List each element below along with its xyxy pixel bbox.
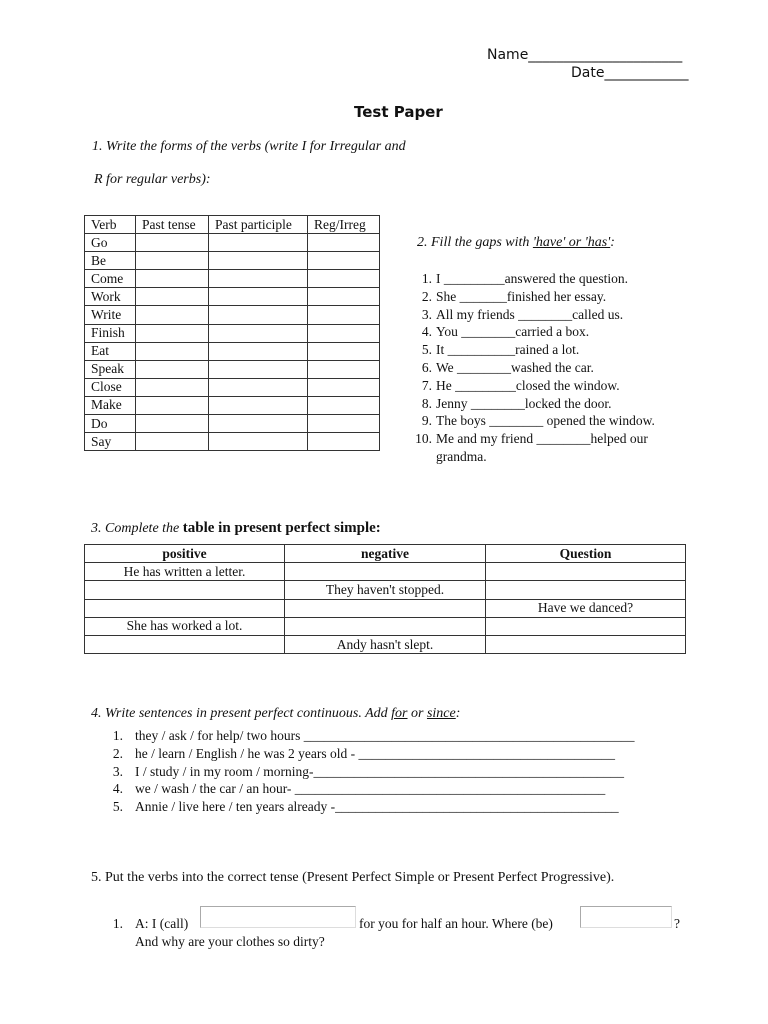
- item-number: 9.: [421, 413, 432, 429]
- pp-answer-cell[interactable]: [285, 563, 486, 581]
- item-text: He _________closed the window.: [436, 377, 620, 393]
- list-item: [410, 377, 710, 395]
- list-item: [410, 306, 710, 324]
- item-number: 4.: [112, 781, 123, 797]
- answer-cell[interactable]: [308, 270, 380, 288]
- table-row: [85, 306, 380, 324]
- answer-cell[interactable]: [136, 342, 209, 360]
- section4-instruction: [91, 706, 460, 722]
- list-item: [410, 359, 710, 377]
- item-number: 7.: [421, 377, 432, 393]
- answer-cell[interactable]: [136, 378, 209, 396]
- list-item-continuation: [410, 448, 710, 466]
- item-text-part-a: A: I (call): [135, 916, 189, 931]
- answer-cell[interactable]: [209, 252, 308, 270]
- item-number: 3.: [112, 763, 123, 779]
- table-row: [85, 288, 380, 306]
- answer-cell[interactable]: [136, 270, 209, 288]
- section2-instruction-prefix: 2. Fill the gaps with: [417, 235, 533, 250]
- answer-cell[interactable]: [136, 433, 209, 451]
- answer-cell[interactable]: [209, 415, 308, 433]
- answer-input-be[interactable]: [580, 906, 672, 928]
- list-item: [410, 430, 710, 448]
- item-text: they / ask / for help/ two hours _________________________________________________: [135, 728, 635, 743]
- item-number: 8.: [421, 395, 432, 411]
- verb-cell: Write: [85, 306, 136, 324]
- pp-table-header: negative: [285, 545, 486, 563]
- answer-cell[interactable]: [136, 360, 209, 378]
- section1-instruction-line1: 1. Write the forms of the verbs (write I for Irregular and: [92, 139, 406, 154]
- verb-cell: Speak: [85, 360, 136, 378]
- answer-cell[interactable]: [136, 396, 209, 414]
- item-number: 10.: [415, 431, 432, 447]
- pp-table-header: positive: [85, 545, 285, 563]
- pp-table-header-row: [85, 545, 686, 563]
- item-text: grandma.: [436, 448, 487, 464]
- verb-cell: Make: [85, 396, 136, 414]
- item-text: Me and my friend ________helped our: [436, 431, 648, 447]
- answer-cell[interactable]: [308, 433, 380, 451]
- item-number: 1.: [112, 916, 123, 931]
- answer-cell[interactable]: [209, 396, 308, 414]
- table-row: [85, 270, 380, 288]
- table-row: [85, 563, 686, 581]
- section4-instruction-prefix: 4. Write sentences in present perfect continuous. Add: [91, 706, 392, 721]
- answer-cell[interactable]: [209, 342, 308, 360]
- item-number: 5.: [112, 799, 123, 815]
- section3-instruction: [91, 520, 381, 537]
- answer-cell[interactable]: [136, 234, 209, 252]
- pp-answer-cell[interactable]: [285, 617, 486, 635]
- item-text: You ________carried a box.: [436, 324, 590, 340]
- pp-cell: He has written a letter.: [85, 563, 285, 581]
- pp-answer-cell[interactable]: [486, 563, 686, 581]
- item-text-line2: And why are your clothes so dirty?: [135, 934, 325, 949]
- table-row: [85, 342, 380, 360]
- answer-cell[interactable]: [308, 396, 380, 414]
- item-text-part-b: for you for half an hour. Where (be): [359, 916, 553, 931]
- item-text: I _________answered the question.: [436, 271, 628, 286]
- verb-cell: Finish: [85, 324, 136, 342]
- answer-cell[interactable]: [308, 415, 380, 433]
- section2-instruction-suffix: :: [610, 235, 615, 250]
- table-row: [85, 396, 380, 414]
- verb-cell: Eat: [85, 342, 136, 360]
- answer-cell[interactable]: [136, 252, 209, 270]
- date-field-label: Date____________: [571, 65, 689, 81]
- verb-forms-table: [84, 215, 380, 451]
- verb-table-header: Verb: [85, 216, 136, 234]
- answer-cell[interactable]: [209, 270, 308, 288]
- pp-cell: She has worked a lot.: [85, 617, 285, 635]
- item-number: 6.: [421, 359, 432, 375]
- answer-cell[interactable]: [308, 252, 380, 270]
- answer-cell[interactable]: [308, 306, 380, 324]
- answer-cell[interactable]: [209, 378, 308, 396]
- verb-cell: Do: [85, 415, 136, 433]
- list-item: [101, 745, 721, 763]
- table-row: [85, 324, 380, 342]
- pp-answer-cell[interactable]: [486, 635, 686, 653]
- verb-cell: Come: [85, 270, 136, 288]
- item-text: we / wash / the car / an hour- ______________________________________________: [135, 781, 606, 797]
- answer-cell[interactable]: [308, 288, 380, 306]
- pp-table-header: Question: [486, 545, 686, 563]
- verb-table-header: Reg/Irreg: [308, 216, 380, 234]
- section5-item: [101, 905, 721, 950]
- section1-instruction-line2: R for regular verbs):: [94, 172, 211, 187]
- verb-table-header-row: [85, 216, 380, 234]
- table-row: [85, 581, 686, 599]
- item-number: 1.: [421, 271, 432, 286]
- table-row: [85, 617, 686, 635]
- section4-instruction-suffix: :: [455, 706, 461, 721]
- verb-table-header: Past tense: [136, 216, 209, 234]
- list-item: [410, 288, 710, 306]
- table-row: [85, 360, 380, 378]
- pp-answer-cell[interactable]: [85, 581, 285, 599]
- pp-cell: Andy hasn't slept.: [285, 635, 486, 653]
- answer-cell[interactable]: [209, 433, 308, 451]
- present-perfect-table: [84, 544, 686, 654]
- answer-cell[interactable]: [308, 234, 380, 252]
- table-row: [85, 599, 686, 617]
- pp-cell: They haven't stopped.: [285, 581, 486, 599]
- pp-answer-cell[interactable]: [85, 599, 285, 617]
- answer-cell[interactable]: [136, 415, 209, 433]
- item-text-part-c: ?: [674, 916, 680, 931]
- answer-cell[interactable]: [136, 324, 209, 342]
- present-perfect-continuous-list: [101, 727, 721, 822]
- verb-table-header: Past participle: [209, 216, 308, 234]
- word-or: or: [407, 706, 427, 721]
- verb-cell: Be: [85, 252, 136, 270]
- section2-instruction-underlined: 'have' or 'has': [532, 235, 611, 250]
- table-row: [85, 252, 380, 270]
- item-text: Annie / live here / ten years already -__________________________________________: [135, 799, 619, 815]
- answer-cell[interactable]: [136, 288, 209, 306]
- list-item: [410, 341, 710, 359]
- list-item: [410, 395, 710, 413]
- item-text: I / study / in my room / morning-______________________________________________: [135, 763, 624, 779]
- section3-instruction-bold: table in present perfect simple:: [182, 520, 381, 536]
- item-text: The boys ________ opened the window.: [436, 413, 655, 429]
- item-text: We ________washed the car.: [436, 359, 594, 375]
- table-row: [85, 234, 380, 252]
- list-item: [101, 780, 721, 798]
- answer-cell[interactable]: [136, 306, 209, 324]
- section3-instruction-italic: 3. Complete the: [91, 521, 183, 536]
- list-item: [410, 270, 710, 288]
- verb-cell: Work: [85, 288, 136, 306]
- page-title: Test Paper: [354, 103, 443, 121]
- answer-input-call[interactable]: [200, 906, 356, 928]
- answer-cell[interactable]: [308, 342, 380, 360]
- pp-answer-cell[interactable]: [85, 635, 285, 653]
- answer-cell[interactable]: [308, 378, 380, 396]
- answer-cell[interactable]: [209, 234, 308, 252]
- section2-instruction: [417, 235, 615, 251]
- answer-cell[interactable]: [209, 360, 308, 378]
- item-text: he / learn / English / he was 2 years old - ______________________________________: [135, 745, 615, 761]
- table-row: [85, 433, 380, 451]
- item-text: She _______finished her essay.: [436, 288, 607, 304]
- item-number: 2.: [421, 288, 432, 304]
- section5-instruction: 5. Put the verbs into the correct tense (Present Perfect Simple or Present Perfect Progressive).: [91, 870, 615, 885]
- item-text: All my friends ________called us.: [436, 306, 624, 322]
- list-item: [410, 412, 710, 430]
- table-row: [85, 378, 380, 396]
- word-for: for: [391, 706, 408, 721]
- answer-cell[interactable]: [209, 288, 308, 306]
- verb-cell: Go: [85, 234, 136, 252]
- item-number: 4.: [421, 324, 432, 340]
- item-number: 1.: [112, 728, 123, 743]
- pp-answer-cell[interactable]: [486, 617, 686, 635]
- table-row: [85, 635, 686, 653]
- have-has-list: [410, 270, 710, 470]
- pp-answer-cell[interactable]: [486, 581, 686, 599]
- item-text: Jenny ________locked the door.: [436, 395, 612, 411]
- item-number: 3.: [421, 306, 432, 322]
- pp-answer-cell[interactable]: [285, 599, 486, 617]
- table-row: [85, 415, 380, 433]
- name-field-label: Name______________________: [487, 47, 683, 63]
- word-since: since: [426, 706, 456, 721]
- list-item: [101, 727, 721, 745]
- item-number: 2.: [112, 745, 123, 761]
- list-item: [101, 763, 721, 781]
- answer-cell[interactable]: [308, 360, 380, 378]
- verb-cell: Say: [85, 433, 136, 451]
- item-number: 5.: [421, 342, 432, 358]
- list-item: [101, 798, 721, 816]
- answer-cell[interactable]: [308, 324, 380, 342]
- answer-cell[interactable]: [209, 324, 308, 342]
- verb-cell: Close: [85, 378, 136, 396]
- item-text: It __________rained a lot.: [436, 342, 580, 358]
- pp-cell: Have we danced?: [486, 599, 686, 617]
- answer-cell[interactable]: [209, 306, 308, 324]
- list-item: [410, 323, 710, 341]
